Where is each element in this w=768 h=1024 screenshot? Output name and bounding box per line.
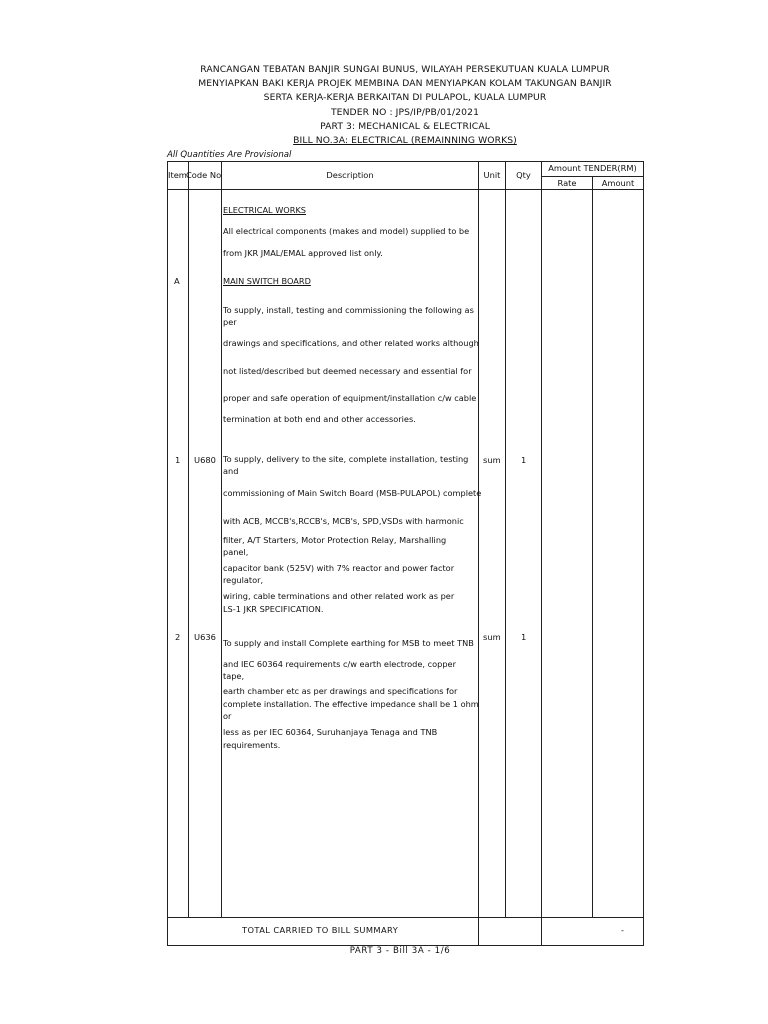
description-line: complete installation. The effective impedance shall be 1 ohm (223, 699, 479, 709)
bill-title: BILL NO.3A: ELECTRICAL (REMAINNING WORKS) (293, 135, 517, 146)
section-title: ELECTRICAL WORKS (223, 205, 307, 215)
col-header-code: Code No (186, 170, 222, 180)
project-title-line2: MENYIAPKAN BAKI KERJA PROJEK MEMBINA DAN MENYIAPKAN KOLAM TAKUNGAN BANJIR (198, 78, 612, 89)
qty-col-divider (541, 161, 542, 946)
description-line: filter, A/T Starters, Motor Protection Relay, Marshalling (223, 535, 447, 545)
description-line: All electrical components (makes and model) supplied to be (223, 226, 470, 236)
description-line: requirements. (223, 740, 281, 750)
total-amount: - (621, 925, 624, 935)
section-a-title: MAIN SWITCH BOARD (223, 276, 311, 286)
rate-col-divider (592, 176, 593, 918)
description-line: termination at both end and other accessories. (223, 414, 416, 424)
description-line: or (223, 711, 232, 721)
table-left-border (167, 161, 168, 946)
col-header-unit: Unit (483, 170, 501, 180)
code-number: U636 (194, 632, 216, 642)
description-line: LS-1 JKR SPECIFICATION. (223, 604, 324, 614)
unit-value: sum (483, 632, 501, 642)
item-number: A (174, 276, 180, 286)
description-line: commissioning of Main Switch Board (MSB-PULAPOL) complete (223, 488, 482, 498)
col-header-item: Item (168, 170, 187, 180)
code-number: U680 (194, 455, 216, 465)
description-line: wiring, cable terminations and other related work as per (223, 591, 455, 601)
unit-col-divider (505, 161, 506, 918)
description-line: with ACB, MCCB's,RCCB's, MCB's, SPD,VSDs with harmonic (223, 516, 464, 526)
description-line: from JKR JMAL/EMAL approved list only. (223, 248, 383, 258)
qty-value: 1 (521, 632, 527, 642)
project-title-line1: RANCANGAN TEBATAN BANJIR SUNGAI BUNUS, WILAYAH PERSEKUTUAN KUALA LUMPUR (200, 64, 610, 75)
description-line: regulator, (223, 575, 264, 585)
total-label: TOTAL CARRIED TO BILL SUMMARY (242, 925, 399, 935)
page-footer: PART 3 - Bill 3A - 1/6 (349, 946, 451, 956)
description-line: and (223, 466, 239, 476)
description-line: per (223, 317, 237, 327)
col-header-amount-group: Amount TENDER(RM) (548, 163, 637, 173)
description-line: tape, (223, 671, 245, 681)
description-line: earth chamber etc as per drawings and specifications for (223, 686, 458, 696)
description-line: and IEC 60364 requirements c/w earth electrode, copper (223, 659, 456, 669)
col-header-amount: Amount (601, 178, 635, 188)
description-line: less as per IEC 60364, Suruhanjaya Tenaga and TNB (223, 727, 438, 737)
item-number: 2 (175, 632, 181, 642)
description-line: capacitor bank (525V) with 7% reactor and power factor (223, 563, 455, 573)
header-bottom-border (167, 189, 644, 190)
code-col-divider (221, 161, 222, 918)
description-line: panel, (223, 547, 249, 557)
total-row-top-border (167, 917, 644, 918)
description-line: To supply and install Complete earthing for MSB to meet TNB (223, 638, 474, 648)
description-line: not listed/described but deemed necessary and essential for (223, 366, 472, 376)
provisional-note: All Quantities Are Provisional (167, 150, 292, 160)
item-col-divider (188, 161, 189, 918)
table-right-border (643, 161, 644, 946)
description-line: To supply, install, testing and commissioning the following as (223, 305, 474, 315)
description-line: To supply, delivery to the site, complete installation, testing (223, 454, 469, 464)
description-line: proper and safe operation of equipment/installation c/w cable (223, 393, 477, 403)
item-number: 1 (175, 455, 181, 465)
col-header-qty: Qty (516, 170, 531, 180)
table-top-border (167, 161, 644, 162)
qty-value: 1 (521, 455, 527, 465)
col-header-description: Description (326, 170, 374, 180)
unit-value: sum (483, 455, 501, 465)
project-title-line3: SERTA KERJA-KERJA BERKAITAN DI PULAPOL, KUALA LUMPUR (263, 92, 547, 103)
part-title: PART 3: MECHANICAL & ELECTRICAL (320, 121, 490, 132)
tender-number: TENDER NO : JPS/IP/PB/01/2021 (330, 107, 480, 118)
description-line: drawings and specifications, and other related works although (223, 338, 479, 348)
col-header-rate: Rate (557, 178, 577, 188)
